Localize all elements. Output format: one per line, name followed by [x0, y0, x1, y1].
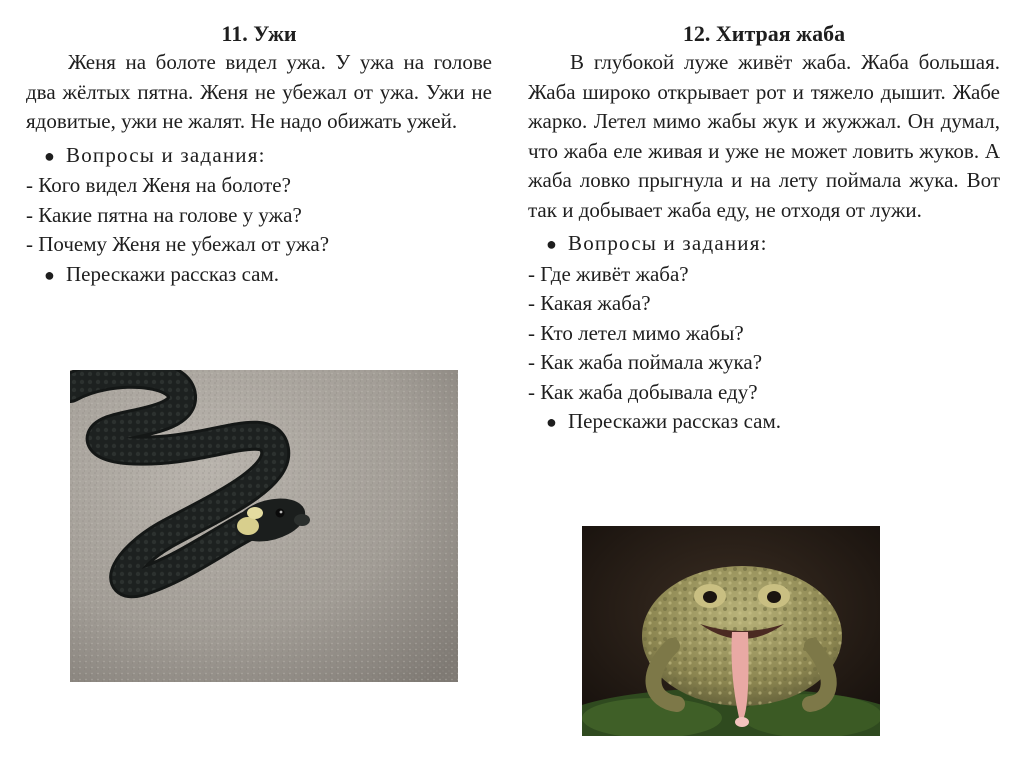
questions-list	[26, 171, 492, 260]
bullet-icon: ●	[44, 145, 57, 166]
questions-heading-text: Вопросы и задания:	[568, 231, 768, 255]
question-item: - Какая жаба?	[528, 291, 651, 315]
question-item: - Как жаба поймала жука?	[528, 350, 763, 374]
retell-text: Перескажи рассказ сам.	[66, 261, 280, 286]
question-item: - Какие пятна на голове у ужа?	[26, 202, 302, 227]
questions-heading	[528, 229, 1000, 260]
questions-list	[528, 260, 1000, 408]
bullet-icon: ●	[546, 412, 557, 432]
story-title: 11. Ужи	[221, 21, 297, 46]
questions-heading-text: Вопросы и задания:	[66, 142, 266, 167]
question-item: - Где живёт жаба?	[528, 261, 689, 286]
question-item: - Как жаба добывала еду?	[528, 379, 758, 404]
retell-text: Перескажи рассказ сам.	[568, 409, 782, 433]
story-paragraph: Женя на болоте видел ужа. У ужа на голове два жёлтых пятна. Женя не убежал от ужа. Ужи не ядовитые, ужи не жалят. Не надо обижать ужей.	[26, 50, 492, 133]
question-item: - Почему Женя не убежал от ужа?	[26, 232, 330, 256]
story-title: 12. Хитрая жаба	[682, 21, 846, 46]
bullet-icon: ●	[44, 264, 55, 285]
question-item: - Кто летел мимо жабы?	[528, 320, 744, 345]
story-paragraph: В глубокой луже живёт жаба. Жаба большая. Жаба широко открывает рот и тяжело дышит. Жабе жарко. Летел мимо жабы жук и жужжал. Он думал, что жаба еле живая и уже не может ловить жуков. А жаба ловко прыгнула и на лету поймала жука. Вот так и добывает жаба еду, не отходя от лужи.	[528, 50, 1000, 222]
story-12	[528, 14, 1000, 438]
bullet-icon: ●	[546, 234, 559, 254]
retell-task	[26, 260, 492, 291]
retell-task	[528, 407, 1000, 438]
question-item: - Кого видел Женя на болоте?	[26, 173, 291, 197]
toad-photo	[582, 526, 880, 736]
story-11	[26, 14, 492, 290]
questions-heading	[26, 141, 492, 172]
grass-snake-photo	[70, 370, 458, 682]
